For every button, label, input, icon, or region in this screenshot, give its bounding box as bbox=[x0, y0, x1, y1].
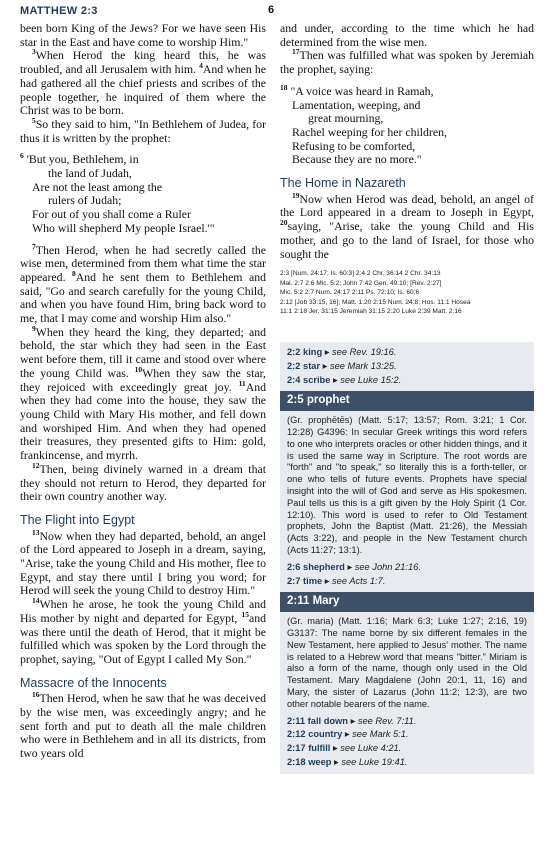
xref-line: Mal. 2:7 2:6 Mic. 5:2; John 7:42 Gen. 49:10; [Rev. 2:27] bbox=[280, 279, 442, 287]
note-row: 2:2 king ▸ see Rev. 19:16. bbox=[287, 347, 397, 357]
section-heading-flight: The Flight into Egypt bbox=[20, 512, 135, 527]
verse-14: $^{14}$When he arose, he took the young Child and His mother by night and departed for Egypt, $^{15}$and was there until the death of Herod, that it might be fulfilled which was spoken by the Lord through the prophet, saying, "Out of Egypt I called My Son." bbox=[20, 596, 266, 666]
note-row: 2:4 scribe ▸ see Luke 15:2. bbox=[287, 374, 402, 385]
prophecy-poem bbox=[20, 153, 266, 235]
cross-references bbox=[280, 269, 534, 317]
right-column bbox=[280, 22, 534, 317]
poem-line: rulers of Judah; bbox=[48, 193, 122, 208]
poem-line: $^{18}$ "A voice was heard in Ramah, bbox=[280, 82, 434, 98]
poem-line: Who will shepherd My people Israel.'" bbox=[32, 220, 215, 235]
verse-13: $^{13}$Now when they had departed, behold, an angel of the Lord appeared to Joseph in a dream, saying, "Arise, take the young Child and His mother, flee to Egypt, and stay there until I bring you word; for Herod will seek the young Child to destroy Him." bbox=[20, 527, 266, 598]
poem-line: Rachel weeping for her children, bbox=[292, 124, 447, 139]
verse-9: $^9$When they heard the king, they departed; and behold, the star which they had seen in the East went before them, till it came and stood over where the young Child was. $^{10}$When they saw the star, they rejoiced with exceedingly great joy. $^{11}$And when they had come into the house, they saw the young Child with Mary His mother, and fell down and worshiped Him. And when they had opened their treasures, they presented gifts to Him: gold, frankincense, and myrrh. bbox=[20, 323, 267, 463]
word-study-body: (Gr. prophētēs) (Matt. 5:17; 13:57; Rom. 3:21; 1 Cor. 12:28) G4396: In secular Greek writings this word refers to one who interprets oracles or other hidden things, and it is used the same way in Scripture. The root words are "forth" and "to speak," so literally this is a forth-teller, or one who tells of future events. Prophets have special insight into the will of God and serve as His spokesmen. Paul tells us this is a gift given by the Holy Spirit (1 Cor. 12:10). This word is used to refer to Old Testament prophets, John the Baptist (Matt. 21:26), the Messiah (Acts 3:22), and people in the New Testament church (Acts 11:27; 13:1). bbox=[287, 415, 527, 555]
page-number: 6 bbox=[268, 4, 275, 16]
xref-line: 2:3 [Num. 24:17; Is. 60:3] 2:4 2 Chr. 36:14 2 Chr. 34:13 bbox=[280, 270, 441, 278]
poem-line: Are not the least among the bbox=[32, 179, 163, 194]
verse-text: been born King of the Jews? For we have seen His star in the East and have come to worship Him." bbox=[20, 21, 266, 49]
verse-17: $^{17}$Then was fulfilled what was spoken by Jeremiah the prophet, saying: bbox=[280, 47, 534, 77]
poem-line: Lamentation, weeping, and bbox=[292, 97, 421, 112]
section-heading-massacre: Massacre of the Innocents bbox=[20, 675, 167, 690]
verse-19: $^{19}$Now when Herod was dead, behold, an angel of the Lord appeared in a dream to Joseph in Egypt, $^{20}$saying, "Arise, take the young Child and His mother, and go to the land of Israel, for those who sought the bbox=[280, 190, 534, 261]
word-study-body: (Gr. maria) (Matt. 1:16; Mark 6:3; Luke 1:27; 2:16, 19) G3137: The name borne by six different females in the New Testament, here applied to Jesus' mother. The name is related to a Hebrew word that means "bitter." Miriam is also a form of the name, though only used in the Old Testament. Mary Magdalene (John 20:1, 11, 16) and Mary, the sister of Lazarus (John 11:2; 12:3), are two other notable bearers of the name. bbox=[287, 616, 527, 709]
left-column bbox=[20, 22, 266, 761]
verse-5: $^5$So they said to him, "In Bethlehem of Judea, for thus it is written by the prophet: bbox=[20, 116, 266, 145]
note-row: 2:11 fall down ▸ see Rev. 7:11. bbox=[287, 715, 417, 726]
verse-16: $^{16}$Then Herod, when he saw that he was deceived by the wise men, was exceedingly angry; and he sent forth and put to death all the male children who were in Bethlehem and in all its districts, from two years old bbox=[20, 690, 266, 761]
poem-line: Because they are no more." bbox=[292, 152, 422, 167]
note-row: 2:6 shepherd ▸ see John 21:16. bbox=[287, 561, 421, 572]
poem-line: great mourning, bbox=[308, 111, 384, 126]
xref-line: 2:12 [Job 33:15, 16]; Matt. 1:20 2:15 Num. 24:8; Hos. 11:1 Hosea bbox=[280, 298, 471, 306]
word-study-title: 2:11 Mary bbox=[280, 592, 534, 612]
verse-7: $^7$Then Herod, when he had secretly called the wise men, determined from them what time the star appeared. $^8$And he sent them to Bethlehem and said, "Go and search carefully for the young Child, and when you have found Him, bring back word to me, that I may come and worship Him also." bbox=[20, 241, 266, 326]
section-heading-nazareth: The Home in Nazareth bbox=[280, 176, 406, 191]
ramah-poem bbox=[280, 82, 534, 167]
note-row: 2:7 time ▸ see Acts 1:7. bbox=[287, 575, 386, 586]
verse-text: and under, according to the time which he had determined from the wise men. bbox=[280, 21, 534, 49]
poem-line: $^6$ 'But you, Bethlehem, in bbox=[20, 151, 139, 167]
book-chapter-label: MATTHEW 2:3 bbox=[20, 5, 98, 17]
xref-line: Mic. 5:2 2:7 Num. 24:17 2:11 Ps. 72:10; Is. 60:6 bbox=[280, 289, 420, 297]
note-row: 2:17 fulfill ▸ see Luke 4:21. bbox=[287, 743, 402, 754]
word-notes-box bbox=[280, 342, 534, 774]
word-study-title: 2:5 prophet bbox=[280, 391, 534, 411]
xref-line: 11:1 2:18 Jer. 31:15 Jeremiah 31:15 2:20 Luke 2:39 Matt. 2:16 bbox=[280, 308, 462, 316]
verse-12: $^{12}$Then, being divinely warned in a dream that they should not return to Herod, they departed for their own country another way. bbox=[20, 460, 266, 504]
verse-3: $^3$When Herod the king heard this, he was troubled, and all Jerusalem with him. $^4$And when he had gathered all the chief priests and scribes of the people together, he inquired of them where the Christ was to be born. bbox=[20, 47, 267, 118]
note-row: 2:2 star ▸ see Mark 13:25. bbox=[287, 360, 397, 371]
poem-line: the land of Judah, bbox=[48, 166, 132, 181]
note-row: 2:12 country ▸ see Mark 5:1. bbox=[287, 729, 409, 740]
poem-line: Refusing to be comforted, bbox=[292, 138, 416, 153]
poem-line: For out of you shall come a Ruler bbox=[32, 207, 191, 222]
page-header bbox=[0, 0, 549, 22]
note-row: 2:18 weep ▸ see Luke 19:41. bbox=[287, 756, 408, 767]
